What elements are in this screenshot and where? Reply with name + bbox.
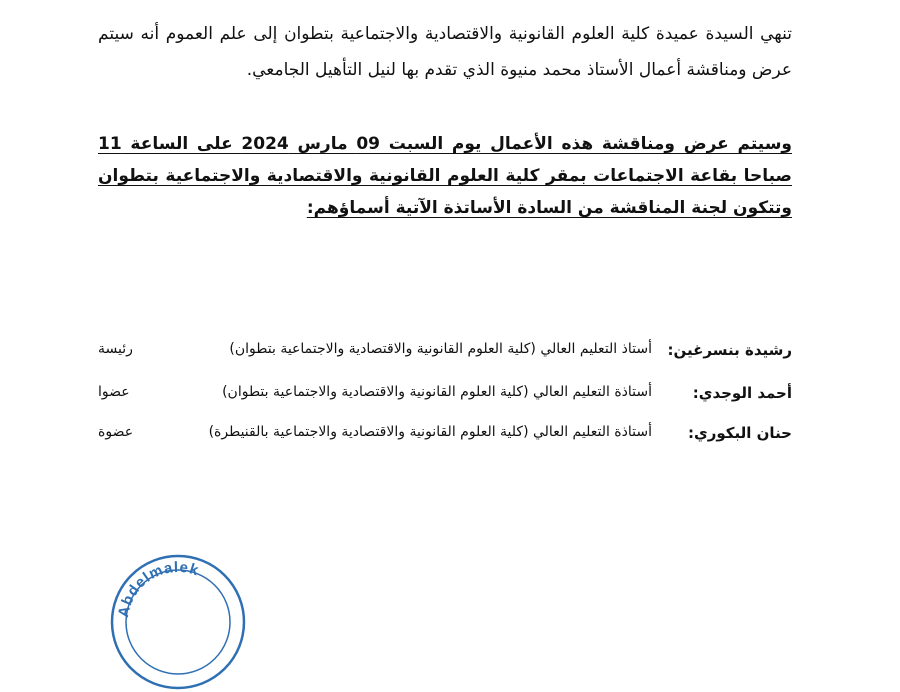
- committee-member-name: رشيدة بنسرغين:: [667, 341, 792, 359]
- committee-member-role: رئيسة: [98, 341, 133, 357]
- committee-member-row: [98, 384, 792, 414]
- committee-member-row: [98, 424, 792, 454]
- defense-announcement: وسيتم عرض ومناقشة هذه الأعمال يوم السبت 09 مارس 2024 على الساعة 11 صباحا بقاعة الاجتماعات بمقر كلية العلوم القانونية والاقتصادية والاجتماعية بتطوان وتتكون لجنة المناقشة من السادة الأساتذة الآتية أسماؤهم:: [98, 134, 792, 218]
- committee-member-name: أحمد الوجدي:: [692, 384, 792, 402]
- committee-member-description: أستاذ التعليم العالي (كلية العلوم القانونية والاقتصادية والاجتماعية بتطوان): [229, 341, 652, 357]
- committee-member-role: عضوة: [98, 424, 134, 440]
- university-seal-stamp: [108, 552, 248, 692]
- seal-text-path: Abdelmalek: [115, 558, 202, 619]
- intro-paragraph: تنهي السيدة عميدة كلية العلوم القانونية والاقتصادية والاجتماعية بتطوان إلى علم العموم أنه سيتم عرض ومناقشة أعمال الأستاذ محمد منيوة الذي تقدم بها لنيل التأهيل الجامعي.: [98, 24, 792, 80]
- seal-text: [115, 559, 201, 619]
- committee-member-description: أستاذة التعليم العالي (كلية العلوم القانونية والاقتصادية والاجتماعية بالقنيطرة): [208, 424, 652, 440]
- committee-member-description: أستاذة التعليم العالي (كلية العلوم القانونية والاقتصادية والاجتماعية بتطوان): [222, 384, 652, 400]
- committee-member-role: عضوا: [98, 384, 130, 400]
- committee-member-name: حنان البكوري:: [688, 424, 792, 442]
- committee-member-row: [98, 341, 792, 371]
